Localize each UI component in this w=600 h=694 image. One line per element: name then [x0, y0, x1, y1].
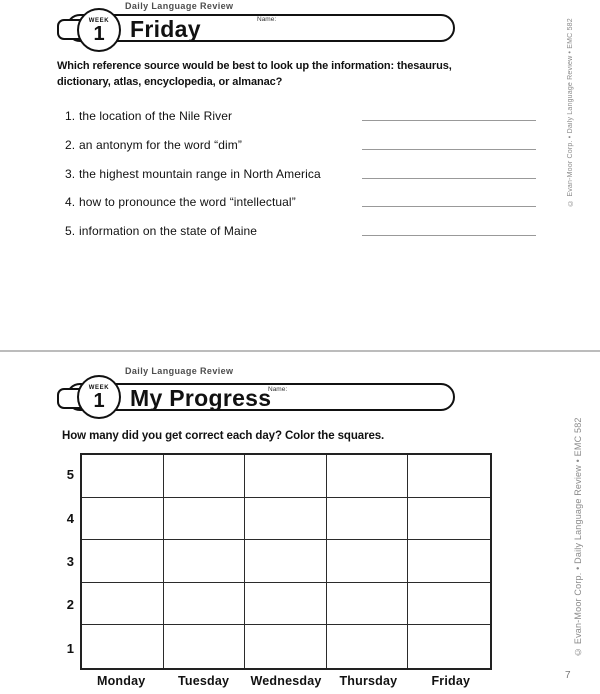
question-line-2: dictionary, atlas, encyclopedia, or almanac?	[57, 75, 283, 88]
answer-line[interactable]	[362, 206, 536, 207]
item-number: 1.	[65, 109, 76, 123]
column-label: Friday	[431, 674, 471, 688]
item-number: 5.	[65, 224, 76, 239]
week-label: WEEK	[88, 385, 110, 391]
column-label: Tuesday	[178, 674, 230, 688]
week-number: 1	[93, 390, 105, 412]
grid-cell[interactable]	[408, 625, 490, 668]
grid-cell[interactable]	[408, 498, 490, 541]
week-number: 1	[93, 23, 105, 45]
copyright-sidebar: © Evan-Moor Corp. • Daily Language Review • EMC 582	[567, 18, 574, 206]
grid-cell[interactable]	[245, 498, 327, 541]
grid-row-labels	[48, 453, 74, 670]
column-label: Thursday	[339, 674, 398, 688]
column-label: Wednesday	[250, 674, 322, 688]
question-line-1: Which reference source would be best to look up the information: thesaurus,	[57, 60, 452, 72]
row-label: 4	[66, 510, 74, 526]
item-number: 4.	[65, 195, 76, 210]
grid-cell[interactable]	[327, 455, 409, 498]
row-label: 5	[66, 467, 74, 483]
grid-column-labels	[80, 674, 492, 688]
week-badge	[77, 375, 121, 419]
item-number: 2.	[65, 137, 76, 152]
answer-line[interactable]	[362, 178, 536, 179]
answer-line[interactable]	[362, 120, 536, 121]
week-label: WEEK	[88, 18, 110, 24]
progress-grid	[80, 453, 492, 670]
item-number: 3.	[65, 166, 76, 181]
grid-cell[interactable]	[327, 498, 409, 541]
grid-cell[interactable]	[164, 455, 246, 498]
grid-cell[interactable]	[327, 540, 409, 583]
grid-cell[interactable]	[82, 498, 164, 541]
grid-cell[interactable]	[327, 583, 409, 626]
name-label: Name:	[257, 16, 277, 23]
column-label: Monday	[96, 674, 146, 688]
series-title: Daily Language Review	[125, 1, 234, 11]
grid-cell[interactable]	[82, 540, 164, 583]
progress-sheet	[0, 352, 600, 694]
grid-cell[interactable]	[164, 625, 246, 668]
name-label: Name:	[268, 386, 288, 393]
row-label: 2	[66, 597, 74, 613]
item-text: how to pronounce the word “intellectual”	[79, 195, 296, 210]
grid-cell[interactable]	[327, 625, 409, 668]
grid-cell[interactable]	[82, 583, 164, 626]
item-text: the highest mountain range in North America	[79, 166, 321, 181]
sheet-title: Friday	[130, 16, 201, 42]
grid-cell[interactable]	[164, 540, 246, 583]
grid-cell[interactable]	[82, 455, 164, 498]
grid-cell[interactable]	[245, 583, 327, 626]
row-label: 1	[66, 640, 74, 656]
row-label: 3	[66, 554, 74, 570]
grid-cell[interactable]	[245, 540, 327, 583]
item-text: the location of the Nile River	[79, 109, 233, 123]
grid-cell[interactable]	[82, 625, 164, 668]
sheet-title: My Progress	[130, 385, 272, 411]
grid-cell[interactable]	[164, 583, 246, 626]
grid-cell[interactable]	[245, 455, 327, 498]
grid-cell[interactable]	[408, 455, 490, 498]
item-text: information on the state of Maine	[79, 224, 258, 239]
page-number: 7	[565, 670, 571, 681]
question-text	[57, 59, 452, 90]
answer-line[interactable]	[362, 149, 536, 150]
week-badge	[77, 8, 121, 52]
grid-cell[interactable]	[164, 498, 246, 541]
copyright-sidebar: © Evan-Moor Corp. • Daily Language Review • EMC 582	[573, 417, 583, 657]
grid-cell[interactable]	[408, 583, 490, 626]
item-text: an antonym for the word “dim”	[79, 137, 242, 152]
series-title: Daily Language Review	[125, 366, 234, 376]
answer-line[interactable]	[362, 235, 536, 236]
grid-cell[interactable]	[245, 625, 327, 668]
grid-cell[interactable]	[408, 540, 490, 583]
instruction-text: How many did you get correct each day? Color the squares.	[62, 430, 385, 442]
